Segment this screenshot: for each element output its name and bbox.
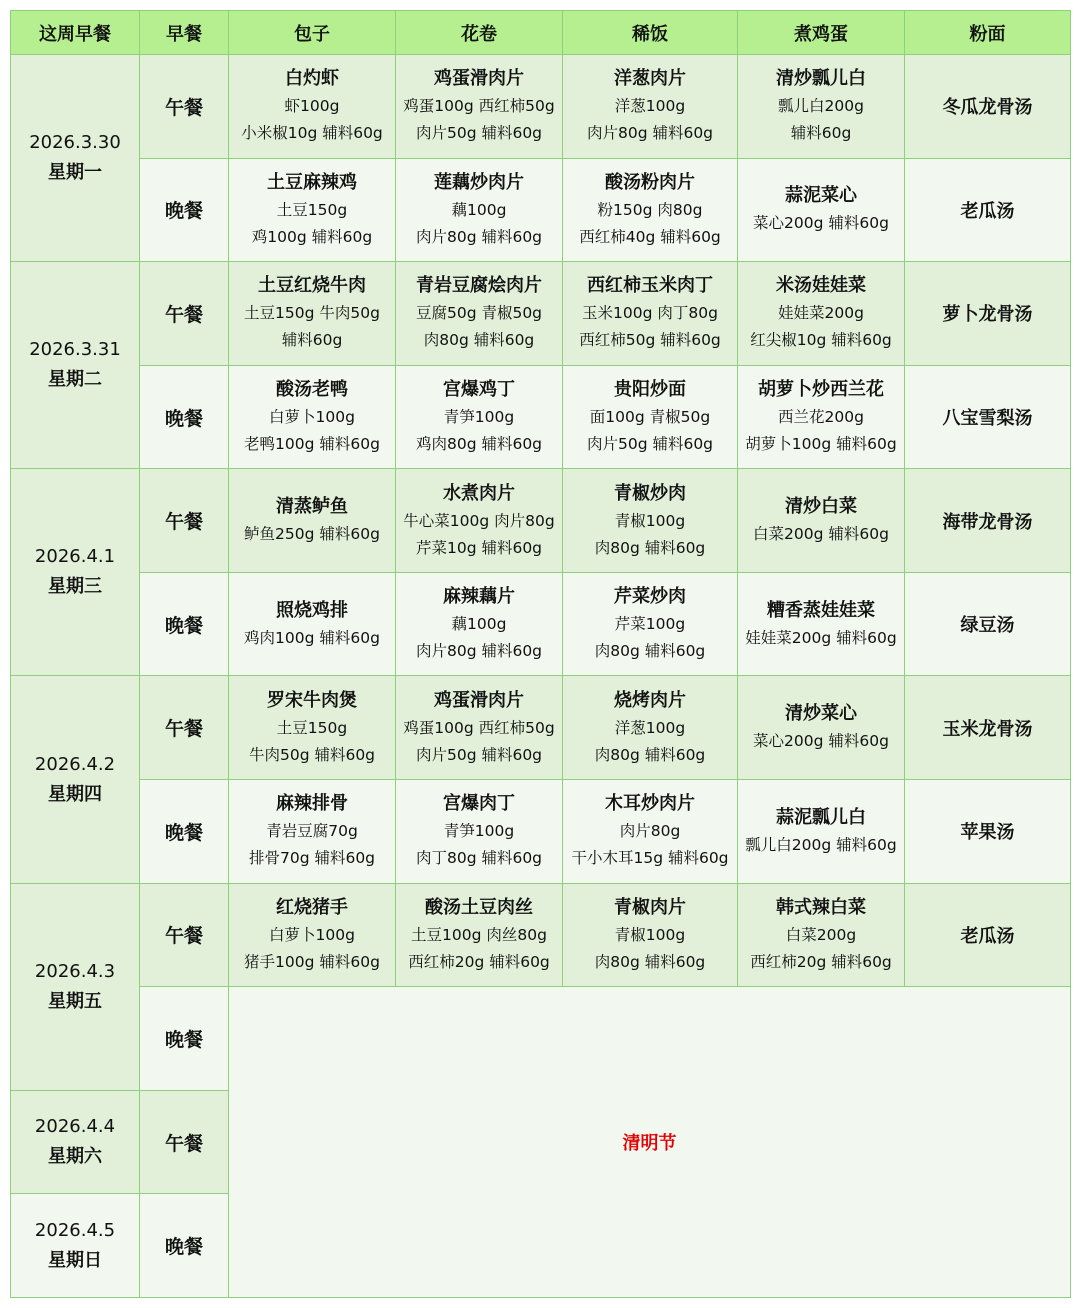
dish-cell bbox=[563, 780, 738, 884]
dish-name: 糟香蒸娃娃菜 bbox=[767, 599, 875, 621]
dish-ingredients: 鸡肉80g 辅料60g bbox=[415, 435, 543, 454]
dish-name: 莲藕炒肉片 bbox=[434, 171, 524, 193]
meal-label: 午餐 bbox=[140, 883, 229, 987]
date-cell bbox=[11, 469, 140, 676]
meal-label: 午餐 bbox=[140, 676, 229, 780]
meal-label: 晚餐 bbox=[140, 365, 229, 469]
dish-name: 青岩豆腐烩肉片 bbox=[416, 275, 542, 297]
dish-cell bbox=[738, 676, 905, 780]
header-egg: 煮鸡蛋 bbox=[738, 11, 905, 55]
dish-cell bbox=[229, 469, 396, 573]
dish-ingredients: 青笋100g bbox=[443, 408, 515, 427]
dish-cell bbox=[229, 262, 396, 366]
dish-ingredients: 鲈鱼250g 辅料60g bbox=[244, 525, 380, 544]
dish-ingredients: 肉80g 辅料60g bbox=[594, 952, 706, 971]
dish-ingredients: 老鸭100g 辅料60g bbox=[244, 435, 380, 454]
dish-ingredients: 辅料60g bbox=[790, 124, 852, 143]
dish-name: 胡萝卜炒西兰花 bbox=[758, 379, 884, 401]
dish-ingredients: 粉150g 肉80g bbox=[597, 200, 703, 219]
meal-label: 晚餐 bbox=[140, 158, 229, 262]
dish-ingredients: 土豆150g bbox=[276, 718, 348, 737]
dish-ingredients: 瓢儿白200g 辅料60g bbox=[745, 835, 897, 854]
dish-ingredients: 娃娃菜200g bbox=[778, 304, 864, 323]
dish-cell bbox=[396, 262, 563, 366]
dish-name: 青椒炒肉 bbox=[614, 482, 686, 504]
dish-ingredients: 面100g 青椒50g bbox=[589, 408, 711, 427]
dish-ingredients: 白萝卜100g bbox=[269, 408, 355, 427]
soup-cell: 苹果汤 bbox=[905, 780, 1071, 884]
header-row bbox=[11, 11, 1071, 55]
dish-ingredients: 洋葱100g bbox=[614, 718, 686, 737]
dish-ingredients: 藕100g bbox=[451, 615, 507, 634]
meal-label: 晚餐 bbox=[140, 987, 229, 1091]
weekday-text: 星期四 bbox=[48, 783, 102, 805]
header-noodles: 粉面 bbox=[905, 11, 1071, 55]
dish-cell bbox=[396, 676, 563, 780]
dish-ingredients: 鸡蛋100g 西红柿50g bbox=[403, 718, 555, 737]
dish-cell bbox=[229, 55, 396, 159]
meal-row bbox=[11, 676, 1071, 780]
date-cell bbox=[11, 1090, 140, 1194]
dish-ingredients: 红尖椒10g 辅料60g bbox=[750, 331, 892, 350]
dish-ingredients: 豆腐50g 青椒50g bbox=[415, 304, 543, 323]
dish-ingredients: 白萝卜100g bbox=[269, 925, 355, 944]
soup-cell: 冬瓜龙骨汤 bbox=[905, 55, 1071, 159]
dish-ingredients: 瓢儿白200g bbox=[778, 97, 864, 116]
dish-ingredients: 辅料60g bbox=[281, 331, 343, 350]
dish-cell bbox=[738, 158, 905, 262]
dish-ingredients: 白菜200g 辅料60g bbox=[753, 525, 889, 544]
dish-name: 宫爆鸡丁 bbox=[443, 379, 515, 401]
date-text: 2026.4.4 bbox=[34, 1116, 116, 1138]
weekday-text: 星期五 bbox=[48, 990, 102, 1012]
dish-ingredients: 肉片50g 辅料60g bbox=[415, 745, 543, 764]
dish-cell bbox=[563, 469, 738, 573]
date-cell bbox=[11, 883, 140, 1090]
dish-name: 洋葱肉片 bbox=[614, 68, 686, 90]
dish-ingredients: 土豆150g 牛肉50g bbox=[244, 304, 380, 323]
dish-ingredients: 娃娃菜200g 辅料60g bbox=[745, 628, 897, 647]
dish-cell bbox=[229, 365, 396, 469]
dish-ingredients: 青椒100g bbox=[614, 925, 686, 944]
meal-row bbox=[11, 987, 1071, 1091]
header-huajuan: 花卷 bbox=[396, 11, 563, 55]
dish-name: 青椒肉片 bbox=[614, 896, 686, 918]
dish-name: 蒜泥瓢儿白 bbox=[776, 806, 866, 828]
dish-ingredients: 菜心200g 辅料60g bbox=[753, 732, 889, 751]
dish-ingredients: 胡萝卜100g 辅料60g bbox=[745, 435, 897, 454]
dish-name: 酸汤老鸭 bbox=[276, 379, 348, 401]
dish-ingredients: 藕100g bbox=[451, 200, 507, 219]
dish-name: 鸡蛋滑肉片 bbox=[434, 689, 524, 711]
dish-name: 红烧猪手 bbox=[276, 896, 348, 918]
meal-label: 午餐 bbox=[140, 1090, 229, 1194]
dish-ingredients: 洋葱100g bbox=[614, 97, 686, 116]
dish-cell bbox=[738, 572, 905, 676]
meal-label: 晚餐 bbox=[140, 572, 229, 676]
dish-name: 土豆红烧牛肉 bbox=[258, 275, 366, 297]
soup-cell: 绿豆汤 bbox=[905, 572, 1071, 676]
dish-ingredients: 菜心200g 辅料60g bbox=[753, 214, 889, 233]
dish-name: 照烧鸡排 bbox=[276, 599, 348, 621]
dish-ingredients: 牛肉50g 辅料60g bbox=[248, 745, 376, 764]
dish-ingredients: 肉丁80g 辅料60g bbox=[415, 849, 543, 868]
weekday-text: 星期日 bbox=[48, 1249, 102, 1271]
dish-name: 清炒瓢儿白 bbox=[776, 68, 866, 90]
dish-ingredients: 芹菜100g bbox=[614, 615, 686, 634]
dish-ingredients: 肉片50g 辅料60g bbox=[415, 124, 543, 143]
meal-row bbox=[11, 780, 1071, 884]
dish-cell bbox=[229, 780, 396, 884]
dish-ingredients: 猪手100g 辅料60g bbox=[244, 952, 380, 971]
dish-cell bbox=[563, 158, 738, 262]
dish-ingredients: 肉片80g 辅料60g bbox=[415, 227, 543, 246]
dish-name: 白灼虾 bbox=[285, 68, 339, 90]
dish-cell bbox=[738, 262, 905, 366]
header-baozi: 包子 bbox=[229, 11, 396, 55]
dish-name: 清炒菜心 bbox=[785, 703, 857, 725]
dish-ingredients: 青岩豆腐70g bbox=[266, 822, 358, 841]
meal-row bbox=[11, 469, 1071, 573]
soup-cell: 海带龙骨汤 bbox=[905, 469, 1071, 573]
dish-name: 米汤娃娃菜 bbox=[776, 275, 866, 297]
dish-ingredients: 西红柿40g 辅料60g bbox=[579, 227, 721, 246]
dish-cell bbox=[563, 572, 738, 676]
dish-cell bbox=[563, 676, 738, 780]
date-text: 2026.3.30 bbox=[29, 132, 121, 154]
dish-ingredients: 白菜200g bbox=[785, 925, 857, 944]
meal-label: 午餐 bbox=[140, 55, 229, 159]
header-meal: 早餐 bbox=[140, 11, 229, 55]
dish-ingredients: 肉80g 辅料60g bbox=[594, 745, 706, 764]
dish-ingredients: 西兰花200g bbox=[778, 408, 864, 427]
dish-ingredients: 肉片80g bbox=[619, 822, 681, 841]
dish-cell bbox=[396, 365, 563, 469]
dish-cell bbox=[738, 55, 905, 159]
header-week: 这周早餐 bbox=[11, 11, 140, 55]
meal-label: 午餐 bbox=[140, 262, 229, 366]
dish-ingredients: 肉80g 辅料60g bbox=[423, 331, 535, 350]
dish-name: 烧烤肉片 bbox=[614, 689, 686, 711]
holiday-cell: 清明节 bbox=[229, 987, 1071, 1298]
dish-name: 蒜泥菜心 bbox=[785, 185, 857, 207]
dish-ingredients: 肉片50g 辅料60g bbox=[586, 435, 714, 454]
dish-cell bbox=[229, 572, 396, 676]
dish-name: 宫爆肉丁 bbox=[443, 793, 515, 815]
dish-name: 清炒白菜 bbox=[785, 496, 857, 518]
dish-ingredients: 青笋100g bbox=[443, 822, 515, 841]
date-cell bbox=[11, 262, 140, 469]
soup-cell: 玉米龙骨汤 bbox=[905, 676, 1071, 780]
date-text: 2026.4.1 bbox=[34, 546, 116, 568]
dish-ingredients: 西红柿20g 辅料60g bbox=[408, 952, 550, 971]
dish-name: 酸汤土豆肉丝 bbox=[425, 896, 533, 918]
dish-name: 水煮肉片 bbox=[443, 482, 515, 504]
dish-name: 鸡蛋滑肉片 bbox=[434, 68, 524, 90]
dish-cell bbox=[396, 572, 563, 676]
dish-cell bbox=[563, 365, 738, 469]
dish-name: 韩式辣白菜 bbox=[776, 896, 866, 918]
dish-cell bbox=[738, 780, 905, 884]
date-text: 2026.4.2 bbox=[34, 753, 116, 775]
dish-ingredients: 西红柿20g 辅料60g bbox=[750, 952, 892, 971]
meal-row bbox=[11, 572, 1071, 676]
date-cell bbox=[11, 55, 140, 262]
meal-row bbox=[11, 262, 1071, 366]
soup-cell: 老瓜汤 bbox=[905, 883, 1071, 987]
header-xifan: 稀饭 bbox=[563, 11, 738, 55]
soup-cell: 八宝雪梨汤 bbox=[905, 365, 1071, 469]
meal-row bbox=[11, 55, 1071, 159]
dish-ingredients: 青椒100g bbox=[614, 511, 686, 530]
dish-ingredients: 排骨70g 辅料60g bbox=[248, 849, 376, 868]
date-text: 2026.3.31 bbox=[29, 339, 121, 361]
dish-cell bbox=[738, 365, 905, 469]
dish-cell bbox=[738, 883, 905, 987]
weekly-menu-table bbox=[10, 10, 1071, 1298]
date-text: 2026.4.3 bbox=[34, 960, 116, 982]
dish-cell bbox=[563, 262, 738, 366]
dish-cell bbox=[229, 158, 396, 262]
dish-ingredients: 肉片80g 辅料60g bbox=[415, 642, 543, 661]
dish-name: 麻辣排骨 bbox=[276, 793, 348, 815]
date-cell bbox=[11, 1194, 140, 1298]
dish-name: 贵阳炒面 bbox=[614, 379, 686, 401]
dish-name: 麻辣藕片 bbox=[443, 586, 515, 608]
weekday-text: 星期二 bbox=[48, 369, 102, 391]
dish-name: 木耳炒肉片 bbox=[605, 793, 695, 815]
dish-ingredients: 土豆150g bbox=[276, 200, 348, 219]
dish-cell bbox=[396, 883, 563, 987]
dish-cell bbox=[563, 55, 738, 159]
soup-cell: 老瓜汤 bbox=[905, 158, 1071, 262]
dish-ingredients: 小米椒10g 辅料60g bbox=[241, 124, 383, 143]
dish-ingredients: 肉80g 辅料60g bbox=[594, 538, 706, 557]
dish-ingredients: 鸡肉100g 辅料60g bbox=[244, 628, 380, 647]
dish-cell bbox=[396, 780, 563, 884]
dish-name: 西红柿玉米肉丁 bbox=[587, 275, 713, 297]
dish-ingredients: 虾100g bbox=[284, 97, 340, 116]
dish-ingredients: 鸡100g 辅料60g bbox=[251, 227, 373, 246]
dish-ingredients: 肉80g 辅料60g bbox=[594, 642, 706, 661]
dish-name: 罗宋牛肉煲 bbox=[267, 689, 357, 711]
dish-cell bbox=[396, 469, 563, 573]
weekday-text: 星期一 bbox=[48, 162, 102, 184]
meal-row bbox=[11, 365, 1071, 469]
dish-ingredients: 鸡蛋100g 西红柿50g bbox=[403, 97, 555, 116]
dish-ingredients: 西红柿50g 辅料60g bbox=[579, 331, 721, 350]
dish-ingredients: 芹菜10g 辅料60g bbox=[415, 538, 543, 557]
weekday-text: 星期三 bbox=[48, 576, 102, 598]
dish-name: 清蒸鲈鱼 bbox=[276, 496, 348, 518]
dish-ingredients: 牛心菜100g 肉片80g bbox=[403, 511, 555, 530]
dish-name: 芹菜炒肉 bbox=[614, 586, 686, 608]
weekday-text: 星期六 bbox=[48, 1146, 102, 1168]
dish-cell bbox=[229, 676, 396, 780]
soup-cell: 萝卜龙骨汤 bbox=[905, 262, 1071, 366]
meal-label: 晚餐 bbox=[140, 780, 229, 884]
date-cell bbox=[11, 676, 140, 883]
dish-ingredients: 玉米100g 肉丁80g bbox=[582, 304, 718, 323]
meal-label: 晚餐 bbox=[140, 1194, 229, 1298]
meal-row bbox=[11, 883, 1071, 987]
dish-ingredients: 干小木耳15g 辅料60g bbox=[571, 849, 729, 868]
dish-cell bbox=[563, 883, 738, 987]
dish-cell bbox=[229, 883, 396, 987]
dish-cell bbox=[396, 158, 563, 262]
dish-name: 酸汤粉肉片 bbox=[605, 171, 695, 193]
meal-row bbox=[11, 158, 1071, 262]
dish-name: 土豆麻辣鸡 bbox=[267, 171, 357, 193]
dish-cell bbox=[738, 469, 905, 573]
dish-ingredients: 土豆100g 肉丝80g bbox=[411, 925, 547, 944]
meal-label: 午餐 bbox=[140, 469, 229, 573]
date-text: 2026.4.5 bbox=[34, 1219, 116, 1241]
dish-ingredients: 肉片80g 辅料60g bbox=[586, 124, 714, 143]
dish-cell bbox=[396, 55, 563, 159]
